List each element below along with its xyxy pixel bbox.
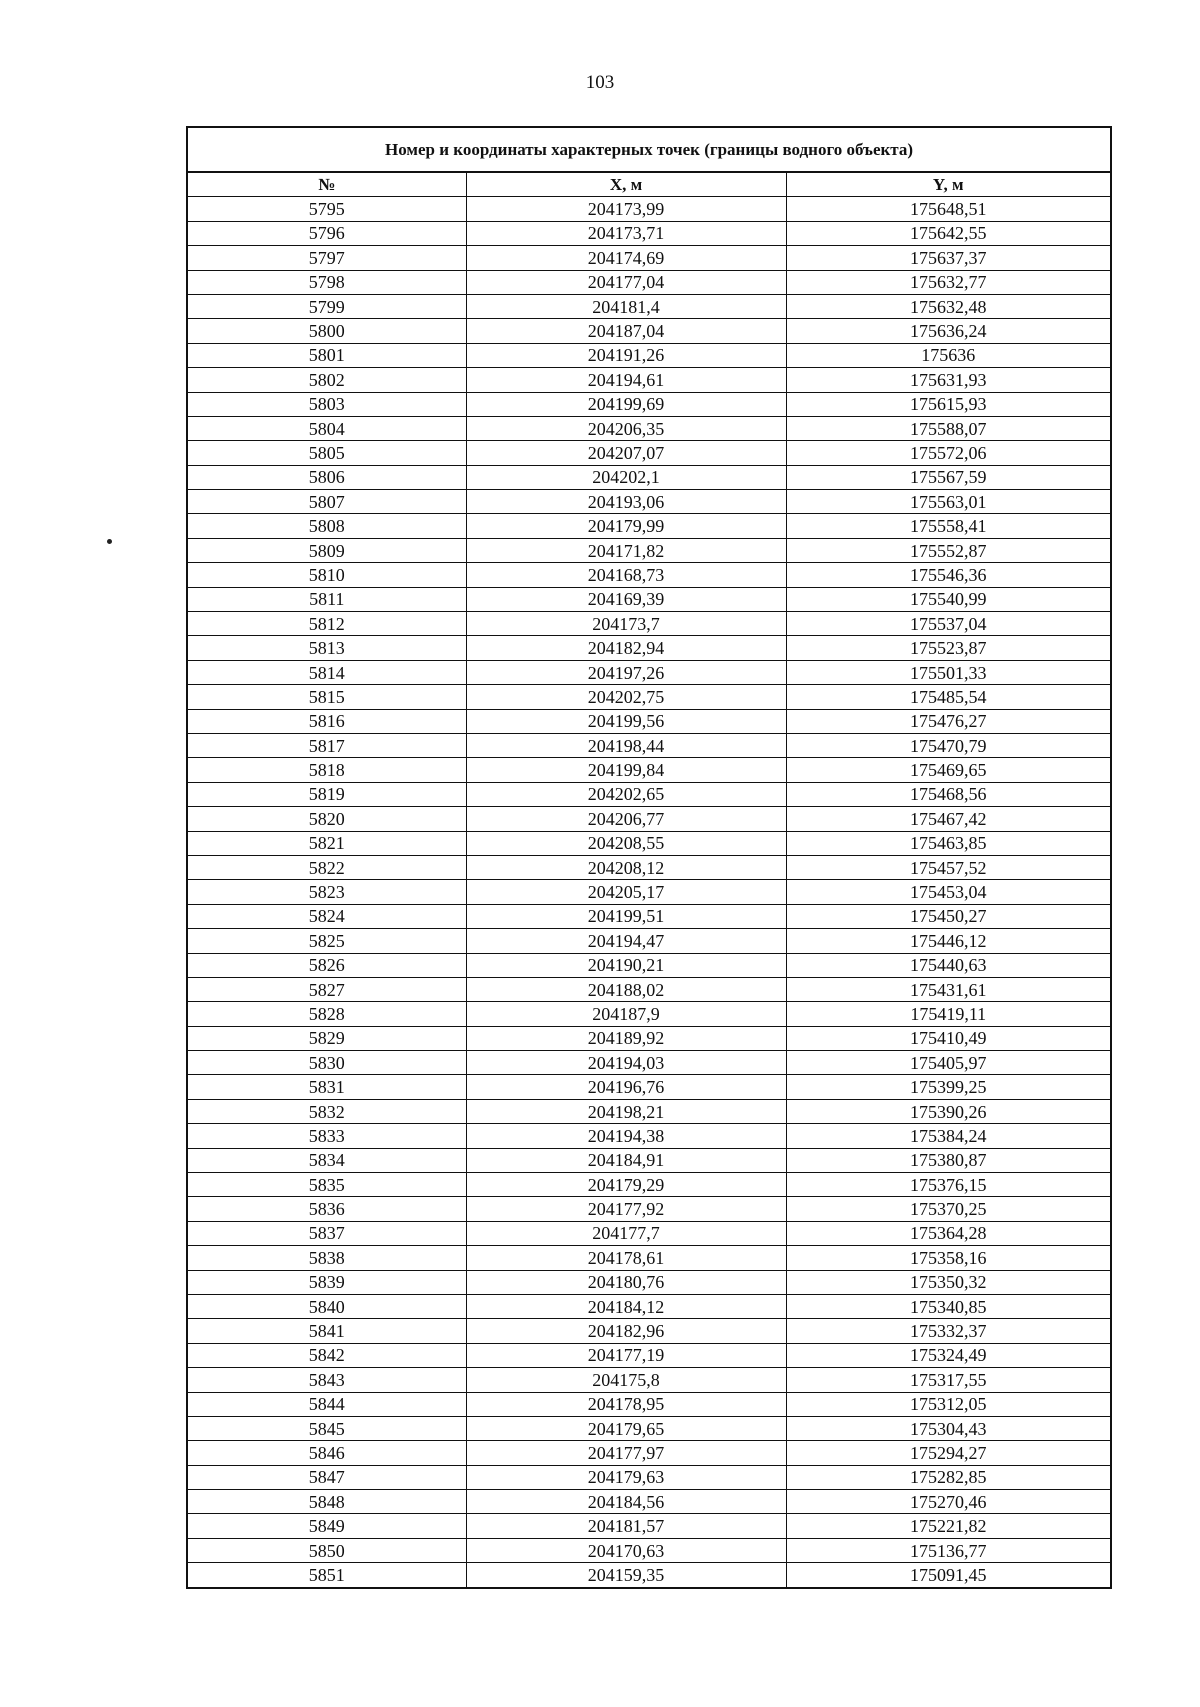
table-row — [188, 855, 1110, 879]
table-row — [188, 1051, 1110, 1075]
x-coordinate: 204178,61 — [466, 1246, 786, 1270]
point-number: 5827 — [188, 977, 466, 1001]
x-coordinate: 204202,65 — [466, 782, 786, 806]
point-number: 5821 — [188, 831, 466, 855]
y-coordinate: 175317,55 — [786, 1368, 1110, 1392]
table-row — [188, 758, 1110, 782]
table-row — [188, 319, 1110, 343]
table-row — [188, 1343, 1110, 1367]
x-coordinate: 204179,65 — [466, 1416, 786, 1440]
table-row — [188, 929, 1110, 953]
y-coordinate: 175390,26 — [786, 1099, 1110, 1123]
y-coordinate: 175380,87 — [786, 1148, 1110, 1172]
x-coordinate: 204193,06 — [466, 490, 786, 514]
table-row — [188, 733, 1110, 757]
table-row — [188, 1538, 1110, 1562]
y-coordinate: 175636 — [786, 343, 1110, 367]
y-coordinate: 175540,99 — [786, 587, 1110, 611]
table-row — [188, 514, 1110, 538]
point-number: 5843 — [188, 1368, 466, 1392]
table-row — [188, 1514, 1110, 1538]
point-number: 5806 — [188, 465, 466, 489]
point-number: 5844 — [188, 1392, 466, 1416]
x-coordinate: 204196,76 — [466, 1075, 786, 1099]
x-coordinate: 204177,19 — [466, 1343, 786, 1367]
x-coordinate: 204170,63 — [466, 1538, 786, 1562]
point-number: 5824 — [188, 904, 466, 928]
table-row — [188, 1490, 1110, 1514]
point-number: 5816 — [188, 709, 466, 733]
x-coordinate: 204197,26 — [466, 660, 786, 684]
point-number: 5849 — [188, 1514, 466, 1538]
point-number: 5802 — [188, 368, 466, 392]
x-coordinate: 204184,56 — [466, 1490, 786, 1514]
y-coordinate: 175501,33 — [786, 660, 1110, 684]
y-coordinate: 175446,12 — [786, 929, 1110, 953]
table-row — [188, 246, 1110, 270]
point-number: 5800 — [188, 319, 466, 343]
y-coordinate: 175358,16 — [786, 1246, 1110, 1270]
table-row — [188, 368, 1110, 392]
y-coordinate: 175615,93 — [786, 392, 1110, 416]
x-coordinate: 204194,03 — [466, 1051, 786, 1075]
table-row — [188, 1441, 1110, 1465]
table-row — [188, 197, 1110, 221]
y-coordinate: 175399,25 — [786, 1075, 1110, 1099]
point-number: 5840 — [188, 1294, 466, 1318]
x-coordinate: 204178,95 — [466, 1392, 786, 1416]
table-row — [188, 953, 1110, 977]
point-number: 5829 — [188, 1026, 466, 1050]
point-number: 5841 — [188, 1319, 466, 1343]
point-number: 5831 — [188, 1075, 466, 1099]
y-coordinate: 175419,11 — [786, 1002, 1110, 1026]
point-number: 5833 — [188, 1124, 466, 1148]
header-row — [188, 173, 1110, 197]
y-coordinate: 175476,27 — [786, 709, 1110, 733]
table-row — [188, 1148, 1110, 1172]
table-row — [188, 1270, 1110, 1294]
x-coordinate: 204179,29 — [466, 1173, 786, 1197]
point-number: 5836 — [188, 1197, 466, 1221]
y-coordinate: 175324,49 — [786, 1343, 1110, 1367]
x-coordinate: 204199,69 — [466, 392, 786, 416]
y-coordinate: 175636,24 — [786, 319, 1110, 343]
point-number: 5851 — [188, 1563, 466, 1587]
x-coordinate: 204187,9 — [466, 1002, 786, 1026]
x-coordinate: 204181,57 — [466, 1514, 786, 1538]
x-coordinate: 204177,04 — [466, 270, 786, 294]
point-number: 5795 — [188, 197, 466, 221]
point-number: 5825 — [188, 929, 466, 953]
point-number: 5826 — [188, 953, 466, 977]
x-coordinate: 204184,12 — [466, 1294, 786, 1318]
table-row — [188, 563, 1110, 587]
table-title: Номер и координаты характерных точек (границы водного объекта) — [188, 128, 1110, 173]
y-coordinate: 175552,87 — [786, 538, 1110, 562]
page-number: 103 — [585, 72, 615, 93]
y-coordinate: 175457,52 — [786, 855, 1110, 879]
table-row — [188, 612, 1110, 636]
y-coordinate: 175221,82 — [786, 1514, 1110, 1538]
point-number: 5796 — [188, 221, 466, 245]
y-coordinate: 175410,49 — [786, 1026, 1110, 1050]
table-row — [188, 1563, 1110, 1587]
table-row — [188, 1246, 1110, 1270]
x-coordinate: 204208,55 — [466, 831, 786, 855]
table-row — [188, 343, 1110, 367]
y-coordinate: 175632,48 — [786, 294, 1110, 318]
y-coordinate: 175304,43 — [786, 1416, 1110, 1440]
x-coordinate: 204169,39 — [466, 587, 786, 611]
table-row — [188, 1197, 1110, 1221]
header-number: № — [188, 173, 466, 197]
y-coordinate: 175350,32 — [786, 1270, 1110, 1294]
point-number: 5834 — [188, 1148, 466, 1172]
point-number: 5850 — [188, 1538, 466, 1562]
x-coordinate: 204198,21 — [466, 1099, 786, 1123]
x-coordinate: 204202,1 — [466, 465, 786, 489]
x-coordinate: 204208,12 — [466, 855, 786, 879]
x-coordinate: 204190,21 — [466, 953, 786, 977]
table-row — [188, 538, 1110, 562]
x-coordinate: 204179,99 — [466, 514, 786, 538]
point-number: 5801 — [188, 343, 466, 367]
table-row — [188, 416, 1110, 440]
header-x: X, м — [466, 173, 786, 197]
point-number: 5845 — [188, 1416, 466, 1440]
table-row — [188, 392, 1110, 416]
x-coordinate: 204188,02 — [466, 977, 786, 1001]
x-coordinate: 204177,97 — [466, 1441, 786, 1465]
table-row — [188, 1294, 1110, 1318]
x-coordinate: 204184,91 — [466, 1148, 786, 1172]
x-coordinate: 204175,8 — [466, 1368, 786, 1392]
x-coordinate: 204199,51 — [466, 904, 786, 928]
y-coordinate: 175467,42 — [786, 807, 1110, 831]
point-number: 5797 — [188, 246, 466, 270]
y-coordinate: 175470,79 — [786, 733, 1110, 757]
table-row — [188, 904, 1110, 928]
x-coordinate: 204205,17 — [466, 880, 786, 904]
x-coordinate: 204194,47 — [466, 929, 786, 953]
table-row — [188, 490, 1110, 514]
x-coordinate: 204199,56 — [466, 709, 786, 733]
y-coordinate: 175637,37 — [786, 246, 1110, 270]
point-number: 5798 — [188, 270, 466, 294]
y-coordinate: 175370,25 — [786, 1197, 1110, 1221]
table-row — [188, 587, 1110, 611]
table-row — [188, 1075, 1110, 1099]
table-row — [188, 1124, 1110, 1148]
point-number: 5817 — [188, 733, 466, 757]
point-number: 5846 — [188, 1441, 466, 1465]
point-number: 5842 — [188, 1343, 466, 1367]
x-coordinate: 204181,4 — [466, 294, 786, 318]
x-coordinate: 204198,44 — [466, 733, 786, 757]
point-number: 5803 — [188, 392, 466, 416]
x-coordinate: 204179,63 — [466, 1465, 786, 1489]
point-number: 5838 — [188, 1246, 466, 1270]
point-number: 5804 — [188, 416, 466, 440]
point-number: 5823 — [188, 880, 466, 904]
point-number: 5799 — [188, 294, 466, 318]
point-number: 5814 — [188, 660, 466, 684]
y-coordinate: 175632,77 — [786, 270, 1110, 294]
x-coordinate: 204173,99 — [466, 197, 786, 221]
x-coordinate: 204173,71 — [466, 221, 786, 245]
table-row — [188, 1002, 1110, 1026]
table-row — [188, 1319, 1110, 1343]
y-coordinate: 175631,93 — [786, 368, 1110, 392]
x-coordinate: 204174,69 — [466, 246, 786, 270]
point-number: 5819 — [188, 782, 466, 806]
x-coordinate: 204180,76 — [466, 1270, 786, 1294]
y-coordinate: 175450,27 — [786, 904, 1110, 928]
table-row — [188, 1368, 1110, 1392]
point-number: 5813 — [188, 636, 466, 660]
table-row — [188, 880, 1110, 904]
y-coordinate: 175364,28 — [786, 1221, 1110, 1245]
table-row — [188, 441, 1110, 465]
coordinates-grid — [188, 173, 1110, 1587]
x-coordinate: 204207,07 — [466, 441, 786, 465]
y-coordinate: 175282,85 — [786, 1465, 1110, 1489]
header-y: Y, м — [786, 173, 1110, 197]
table-row — [188, 1026, 1110, 1050]
point-number: 5837 — [188, 1221, 466, 1245]
point-number: 5820 — [188, 807, 466, 831]
x-coordinate: 204159,35 — [466, 1563, 786, 1587]
x-coordinate: 204206,77 — [466, 807, 786, 831]
point-number: 5809 — [188, 538, 466, 562]
y-coordinate: 175523,87 — [786, 636, 1110, 660]
point-number: 5839 — [188, 1270, 466, 1294]
y-coordinate: 175431,61 — [786, 977, 1110, 1001]
point-number: 5847 — [188, 1465, 466, 1489]
table-row — [188, 1099, 1110, 1123]
table-row — [188, 660, 1110, 684]
y-coordinate: 175485,54 — [786, 685, 1110, 709]
x-coordinate: 204171,82 — [466, 538, 786, 562]
x-coordinate: 204173,7 — [466, 612, 786, 636]
table-row — [188, 685, 1110, 709]
x-coordinate: 204182,94 — [466, 636, 786, 660]
x-coordinate: 204187,04 — [466, 319, 786, 343]
x-coordinate: 204177,92 — [466, 1197, 786, 1221]
y-coordinate: 175405,97 — [786, 1051, 1110, 1075]
scan-speck — [107, 539, 112, 544]
y-coordinate: 175648,51 — [786, 197, 1110, 221]
table-row — [188, 636, 1110, 660]
y-coordinate: 175563,01 — [786, 490, 1110, 514]
x-coordinate: 204199,84 — [466, 758, 786, 782]
point-number: 5812 — [188, 612, 466, 636]
table-row — [188, 1465, 1110, 1489]
table-row — [188, 709, 1110, 733]
x-coordinate: 204191,26 — [466, 343, 786, 367]
table-row — [188, 782, 1110, 806]
table-row — [188, 465, 1110, 489]
table-row — [188, 221, 1110, 245]
point-number: 5832 — [188, 1099, 466, 1123]
y-coordinate: 175468,56 — [786, 782, 1110, 806]
x-coordinate: 204182,96 — [466, 1319, 786, 1343]
point-number: 5828 — [188, 1002, 466, 1026]
point-number: 5818 — [188, 758, 466, 782]
x-coordinate: 204177,7 — [466, 1221, 786, 1245]
point-number: 5805 — [188, 441, 466, 465]
table-row — [188, 807, 1110, 831]
y-coordinate: 175136,77 — [786, 1538, 1110, 1562]
y-coordinate: 175332,37 — [786, 1319, 1110, 1343]
y-coordinate: 175340,85 — [786, 1294, 1110, 1318]
y-coordinate: 175567,59 — [786, 465, 1110, 489]
y-coordinate: 175376,15 — [786, 1173, 1110, 1197]
x-coordinate: 204194,61 — [466, 368, 786, 392]
y-coordinate: 175463,85 — [786, 831, 1110, 855]
point-number: 5811 — [188, 587, 466, 611]
point-number: 5808 — [188, 514, 466, 538]
x-coordinate: 204202,75 — [466, 685, 786, 709]
x-coordinate: 204194,38 — [466, 1124, 786, 1148]
coordinates-table — [186, 126, 1112, 1589]
y-coordinate: 175440,63 — [786, 953, 1110, 977]
y-coordinate: 175312,05 — [786, 1392, 1110, 1416]
table-body — [188, 197, 1110, 1587]
y-coordinate: 175091,45 — [786, 1563, 1110, 1587]
y-coordinate: 175469,65 — [786, 758, 1110, 782]
x-coordinate: 204189,92 — [466, 1026, 786, 1050]
point-number: 5815 — [188, 685, 466, 709]
x-coordinate: 204206,35 — [466, 416, 786, 440]
point-number: 5807 — [188, 490, 466, 514]
table-row — [188, 1392, 1110, 1416]
table-row — [188, 1416, 1110, 1440]
y-coordinate: 175270,46 — [786, 1490, 1110, 1514]
y-coordinate: 175558,41 — [786, 514, 1110, 538]
table-row — [188, 831, 1110, 855]
y-coordinate: 175546,36 — [786, 563, 1110, 587]
point-number: 5835 — [188, 1173, 466, 1197]
point-number: 5822 — [188, 855, 466, 879]
table-row — [188, 977, 1110, 1001]
point-number: 5830 — [188, 1051, 466, 1075]
y-coordinate: 175294,27 — [786, 1441, 1110, 1465]
point-number: 5810 — [188, 563, 466, 587]
y-coordinate: 175453,04 — [786, 880, 1110, 904]
y-coordinate: 175384,24 — [786, 1124, 1110, 1148]
table-row — [188, 270, 1110, 294]
table-row — [188, 1221, 1110, 1245]
table-row — [188, 294, 1110, 318]
y-coordinate: 175537,04 — [786, 612, 1110, 636]
table-row — [188, 1173, 1110, 1197]
x-coordinate: 204168,73 — [466, 563, 786, 587]
point-number: 5848 — [188, 1490, 466, 1514]
y-coordinate: 175588,07 — [786, 416, 1110, 440]
y-coordinate: 175572,06 — [786, 441, 1110, 465]
y-coordinate: 175642,55 — [786, 221, 1110, 245]
